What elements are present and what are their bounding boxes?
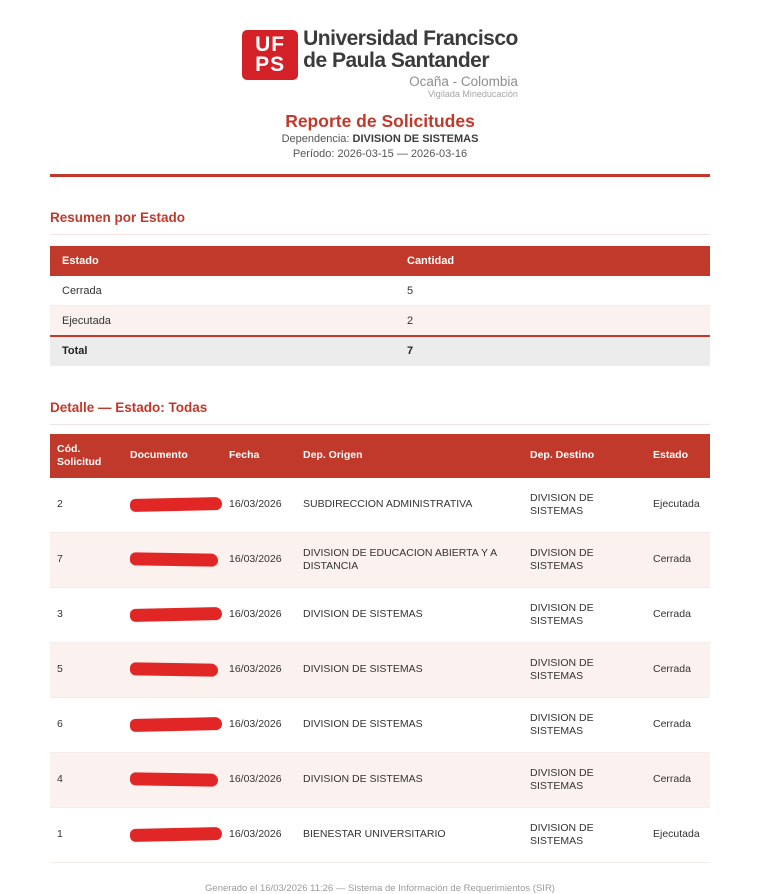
- cell-documento: [118, 807, 222, 862]
- detail-heading: Detalle — Estado: Todas: [50, 400, 710, 425]
- cell-cod-solicitud: 7: [50, 532, 118, 587]
- cell-dep-destino: DIVISION DE SISTEMAS: [522, 478, 646, 533]
- summary-cell-cantidad: 5: [395, 276, 710, 306]
- cell-estado: Cerrada: [646, 752, 710, 807]
- summary-cell-cantidad: 2: [395, 306, 710, 336]
- cell-fecha: 16/03/2026: [222, 807, 296, 862]
- cell-dep-destino: DIVISION DE SISTEMAS: [522, 642, 646, 697]
- cell-documento: [118, 752, 222, 807]
- detail-table-body: [50, 478, 710, 863]
- summary-total-value: 7: [395, 336, 710, 366]
- summary-col-cantidad: Cantidad: [395, 246, 710, 276]
- detail-row: [50, 642, 710, 697]
- summary-table: [50, 246, 710, 366]
- cell-dep-origen: DIVISION DE SISTEMAS: [296, 642, 522, 697]
- vigilada-caption: Vigilada Mineducación: [427, 89, 518, 100]
- logo-text-top: UF: [255, 33, 286, 57]
- detail-row: [50, 807, 710, 862]
- cell-dep-origen: DIVISION DE SISTEMAS: [296, 587, 522, 642]
- detail-row: [50, 697, 710, 752]
- summary-total-label: Total: [50, 336, 395, 366]
- logo-text-bottom: PS: [255, 53, 286, 76]
- dependencia-line: [50, 132, 710, 147]
- cell-cod-solicitud: 5: [50, 642, 118, 697]
- generated-footer: Generado el 16/03/2026 11:26 — Sistema de Información de Requerimientos (SIR): [205, 882, 555, 894]
- cell-estado: Cerrada: [646, 587, 710, 642]
- cell-fecha: 16/03/2026: [222, 752, 296, 807]
- ufps-logo-icon: [242, 30, 298, 80]
- cell-fecha: 16/03/2026: [222, 478, 296, 533]
- periodo-label: Período:: [292, 147, 335, 160]
- report-header: [50, 28, 710, 177]
- cell-fecha: 16/03/2026: [222, 697, 296, 752]
- summary-total-row: [50, 336, 710, 366]
- summary-cell-estado: Cerrada: [50, 276, 395, 306]
- cell-dep-origen: SUBDIRECCION ADMINISTRATIVA: [296, 478, 522, 533]
- cell-fecha: 16/03/2026: [222, 587, 296, 642]
- cell-fecha: 16/03/2026: [222, 642, 296, 697]
- summary-row: [50, 306, 710, 336]
- redaction-mark: [130, 827, 222, 842]
- cell-documento: [118, 478, 222, 533]
- university-name-line2: de Paula Santander: [303, 49, 490, 73]
- cell-dep-destino: DIVISION DE SISTEMAS: [522, 752, 646, 807]
- cell-dep-origen: BIENESTAR UNIVERSITARIO: [296, 807, 522, 862]
- page-title: Reporte de Solicitudes: [285, 110, 475, 131]
- cell-dep-destino: DIVISION DE SISTEMAS: [522, 587, 646, 642]
- cell-estado: Cerrada: [646, 532, 710, 587]
- detail-col-fecha: Fecha: [222, 434, 296, 478]
- detail-header-row: [50, 434, 710, 478]
- summary-table-body: [50, 276, 710, 336]
- detail-col-dep-destino: Dep. Destino: [522, 434, 646, 478]
- periodo-line: [50, 147, 710, 162]
- cell-estado: Ejecutada: [646, 478, 710, 533]
- cell-documento: [118, 697, 222, 752]
- cell-documento: [118, 642, 222, 697]
- cell-estado: Ejecutada: [646, 807, 710, 862]
- detail-row: [50, 587, 710, 642]
- detail-col-cod-solicitud: Cód. Solicitud: [50, 434, 118, 478]
- summary-row: [50, 276, 710, 306]
- periodo-value: 2026-03-15 — 2026-03-16: [337, 147, 468, 160]
- dependencia-label: Dependencia:: [281, 132, 350, 145]
- cell-dep-origen: DIVISION DE SISTEMAS: [296, 697, 522, 752]
- cell-cod-solicitud: 6: [50, 697, 118, 752]
- cell-estado: Cerrada: [646, 642, 710, 697]
- redaction-mark: [130, 497, 222, 512]
- cell-dep-destino: DIVISION DE SISTEMAS: [522, 532, 646, 587]
- cell-dep-origen: DIVISION DE SISTEMAS: [296, 752, 522, 807]
- university-name-line1: Universidad Francisco: [303, 27, 518, 50]
- redaction-mark: [130, 717, 222, 732]
- redaction-mark: [130, 553, 218, 568]
- summary-cell-estado: Ejecutada: [50, 306, 395, 336]
- cell-fecha: 16/03/2026: [222, 532, 296, 587]
- summary-heading: Resumen por Estado: [50, 210, 710, 235]
- cell-dep-destino: DIVISION DE SISTEMAS: [522, 697, 646, 752]
- summary-header-row: [50, 246, 710, 276]
- cell-cod-solicitud: 2: [50, 478, 118, 533]
- cell-cod-solicitud: 3: [50, 587, 118, 642]
- header-divider: [50, 174, 710, 177]
- cell-cod-solicitud: 4: [50, 752, 118, 807]
- dependencia-value: DIVISION DE SISTEMAS: [352, 132, 479, 145]
- university-name-block: [303, 28, 518, 100]
- detail-row: [50, 478, 710, 533]
- detail-table: [50, 434, 710, 863]
- brand-block: [50, 28, 710, 100]
- cell-documento: [118, 532, 222, 587]
- detail-col-dep-origen: Dep. Origen: [296, 434, 522, 478]
- detail-row: [50, 752, 710, 807]
- redaction-mark: [130, 773, 218, 788]
- redaction-mark: [130, 663, 218, 678]
- redaction-mark: [130, 607, 222, 622]
- university-location: Ocaña - Colombia: [409, 73, 518, 89]
- detail-col-documento: Documento: [118, 434, 222, 478]
- detail-section: [50, 400, 710, 863]
- summary-section: [50, 210, 710, 366]
- cell-cod-solicitud: 1: [50, 807, 118, 862]
- cell-estado: Cerrada: [646, 697, 710, 752]
- cell-dep-origen: DIVISION DE EDUCACION ABIERTA Y A DISTANCIA: [296, 532, 522, 587]
- cell-documento: [118, 587, 222, 642]
- summary-col-estado: Estado: [50, 246, 395, 276]
- cell-dep-destino: DIVISION DE SISTEMAS: [522, 807, 646, 862]
- detail-row: [50, 532, 710, 587]
- detail-col-estado: Estado: [646, 434, 710, 478]
